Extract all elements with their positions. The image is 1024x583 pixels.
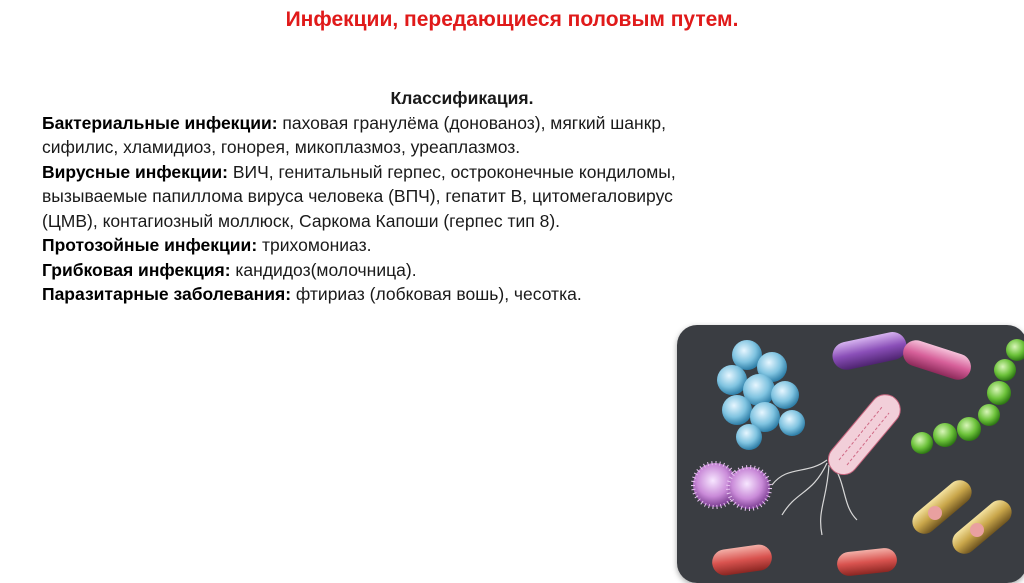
section-text: ВИЧ, генитальный герпес, остроконечные кондиломы, bbox=[228, 161, 676, 182]
classification-heading: Классификация. bbox=[390, 88, 534, 108]
section-protozoal bbox=[42, 233, 882, 258]
section-viral bbox=[42, 160, 882, 185]
section-text: трихомониаз. bbox=[257, 235, 372, 255]
section-text: паховая гранулёма (донованоз), мягкий шанкр, bbox=[277, 112, 666, 133]
section-fungal bbox=[42, 258, 882, 283]
section-viral-cont-2: (ЦМВ), контагиозный моллюск, Саркома Капоши (герпес тип 8). bbox=[42, 210, 561, 231]
section-label: Бактериальные инфекции: bbox=[42, 112, 278, 133]
classification-text bbox=[42, 86, 882, 307]
section-text: кандидоз(молочница). bbox=[230, 259, 417, 280]
section-label: Вирусные инфекции: bbox=[42, 161, 228, 182]
section-label: Паразитарные заболевания: bbox=[42, 284, 292, 304]
section-label: Протозойные инфекции: bbox=[42, 235, 258, 255]
section-viral-cont-1: вызываемые папиллома вируса человека (ВПЧ), гепатит В, цитомегаловирус bbox=[42, 186, 673, 206]
bacteria-illustration bbox=[677, 325, 1024, 583]
section-label: Грибковая инфекция: bbox=[42, 259, 231, 280]
bacteria-svg bbox=[677, 325, 1024, 583]
page-title: Инфекции, передающиеся половым путем. bbox=[285, 8, 739, 31]
section-text: фтириаз (лобковая вошь), чесотка. bbox=[291, 284, 582, 304]
section-parasitic bbox=[42, 282, 882, 307]
section-bacterial-cont: сифилис, хламидиоз, гонорея, микоплазмоз, уреаплазмоз. bbox=[42, 137, 521, 157]
section-bacterial bbox=[42, 111, 882, 136]
